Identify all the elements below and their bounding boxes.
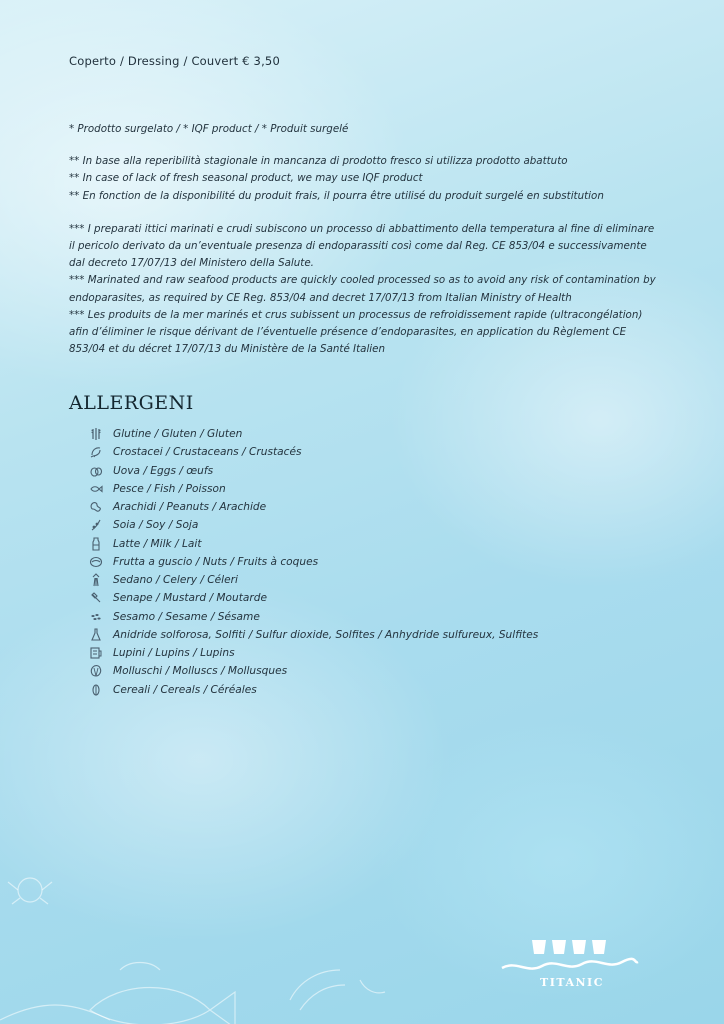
sesame-icon (88, 610, 104, 624)
allergen-item (88, 425, 538, 443)
celery-icon (88, 573, 104, 587)
note-seasonal-fr: ** En fonction de la disponibilité du produit frais, il pourra être utilisé du produit surgelé en substitution (69, 189, 604, 202)
wheat-icon (88, 427, 104, 441)
allergen-label: Soia / Soy / Soja (113, 519, 199, 532)
allergen-item (88, 516, 538, 534)
allergen-label: Pesce / Fish / Poisson (113, 482, 226, 495)
allergen-label: Senape / Mustard / Moutarde (113, 592, 267, 605)
allergen-item (88, 681, 538, 699)
allergen-list (88, 425, 538, 699)
allergen-item (88, 553, 538, 571)
note-seasonal-en: ** In case of lack of fresh seasonal product, we may use IQF product (69, 172, 423, 185)
allergens-title: ALLERGENI (69, 392, 194, 414)
allergen-item (88, 662, 538, 680)
sulfite-icon (88, 628, 104, 642)
allergen-label: Uova / Eggs / œufs (113, 464, 214, 477)
allergen-label: Anidride solforosa, Solfiti / Sulfur dioxide, Solfites / Anhydride sulfureux, Sulfites (113, 628, 539, 641)
allergen-item (88, 498, 538, 516)
cover-charge: Coperto / Dressing / Couvert € 3,50 (69, 54, 280, 68)
milk-icon (88, 537, 104, 551)
allergen-item (88, 608, 538, 626)
allergen-item (88, 626, 538, 644)
seafood-sketch-decoration (0, 860, 480, 1024)
allergen-item (88, 443, 538, 461)
allergen-label: Lupini / Lupins / Lupins (113, 647, 235, 660)
logo-text: TITANIC (540, 976, 604, 989)
notes-block (69, 121, 661, 358)
note-seasonal-it: ** In base alla reperibilità stagionale in mancanza di prodotto fresco si utilizza prodotto abattuto (69, 155, 568, 168)
allergen-label: Frutta a guscio / Nuts / Fruits à coques (113, 555, 319, 568)
allergen-item (88, 589, 538, 607)
allergen-label: Molluschi / Molluscs / Mollusques (113, 665, 288, 678)
note-raw-fr: *** Les produits de la mer marinés et crus subissent un processus de refroidissement rapide (ultracongélation) afin d’éliminer le risque dérivant de l’éventuelle présence d’endoparasites, en application du Règlement CE 853/04 et du décret 17/07/13 du Ministère de la Santé Italien (69, 308, 643, 356)
cereal-icon (88, 683, 104, 697)
soy-icon (88, 518, 104, 532)
allergen-label: Crostacei / Crustaceans / Crustacés (113, 446, 302, 459)
allergen-label: Sesamo / Sesame / Sésame (113, 610, 260, 623)
allergen-label: Sedano / Celery / Céleri (113, 574, 238, 587)
peanut-icon (88, 500, 104, 514)
allergen-label: Latte / Milk / Lait (113, 537, 202, 550)
mustard-icon (88, 591, 104, 605)
allergen-item (88, 644, 538, 662)
note-raw-it: *** I preparati ittici marinati e crudi subiscono un processo di abbattimento della temperatura al fine di eliminare il pericolo derivato da un’eventuale presenza di endoparassiti così come dal Reg. CE 853/04 e successivamente dal decreto 17/07/13 del Ministero della Salute. (69, 222, 655, 270)
allergen-item (88, 535, 538, 553)
allergen-item (88, 462, 538, 480)
fish-icon (88, 482, 104, 496)
allergen-item (88, 480, 538, 498)
note-raw-en: *** Marinated and raw seafood products are quickly cooled processed so as to avoid any risk of contamination by endoparasites, as required by CE Reg. 853/04 and decret 17/07/13 from Italian Ministry of Health (69, 274, 656, 304)
egg-icon (88, 464, 104, 478)
allergen-label: Glutine / Gluten / Gluten (113, 428, 243, 441)
note-iqf: * Prodotto surgelato / * IQF product / * Produit surgelé (69, 123, 349, 135)
allergen-label: Arachidi / Peanuts / Arachide (113, 501, 267, 514)
mollusc-icon (88, 664, 104, 678)
nut-icon (88, 555, 104, 569)
allergen-item (88, 571, 538, 589)
lupin-icon (88, 646, 104, 660)
allergen-label: Cereali / Cereals / Céréales (113, 683, 257, 696)
shrimp-icon (88, 445, 104, 459)
